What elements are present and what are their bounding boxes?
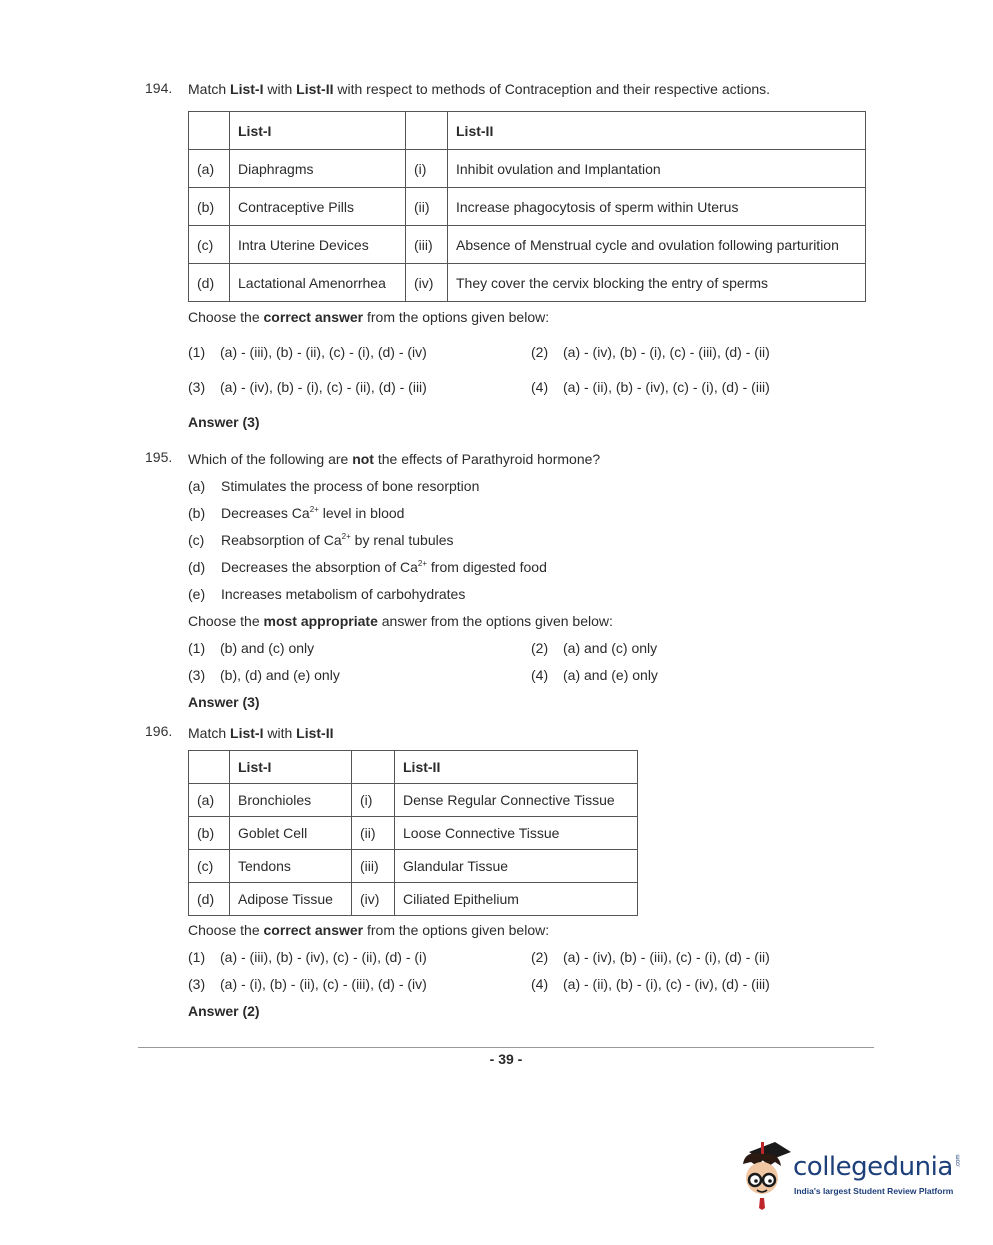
footer-divider [138, 1047, 874, 1048]
statement-d: (d) Decreases the absorption of $Ca^{2+}$ from digested food [188, 559, 547, 575]
list-1-item: Tendons [230, 850, 352, 883]
list-1-item: Intra Uterine Devices [230, 226, 406, 264]
question-195-stem: Which of the following are not the effects of Parathyroid hormone? [188, 451, 601, 467]
list-2-header: List-II [395, 751, 638, 784]
question-196-answer: Answer (2) [188, 1003, 260, 1019]
list-1-item: Contraceptive Pills [230, 188, 406, 226]
list-2-item: Dense Regular Connective Tissue [395, 784, 638, 817]
option-2[interactable]: (2) (a) and (c) only [531, 640, 658, 656]
table-row [189, 883, 638, 916]
logo-domain: .com [955, 1154, 962, 1168]
row-letter: (a) [189, 784, 230, 817]
list-1-item: Diaphragms [230, 150, 406, 188]
list-2-item: Glandular Tissue [395, 850, 638, 883]
page-number: - 39 - [489, 1051, 523, 1067]
list-2-item: Absence of Menstrual cycle and ovulation following parturition [448, 226, 866, 264]
option-1[interactable]: (1) (b) and (c) only [188, 640, 315, 656]
option-3[interactable]: (3) (a) - (i), (b) - (ii), (c) - (iii), (d) - (iv) [188, 976, 427, 992]
list-2-item: Increase phagocytosis of sperm within Uterus [448, 188, 866, 226]
list-1-item: Goblet Cell [230, 817, 352, 850]
table-row [189, 784, 638, 817]
row-letter: (c) [189, 226, 230, 264]
row-letter: (d) [189, 264, 230, 302]
question-196-stem: Match List-I with List-II [188, 725, 334, 741]
list-2-item: They cover the cervix blocking the entry of sperms [448, 264, 866, 302]
statement-c: (c) Reabsorption of $Ca^{2+}$ by renal tubules [188, 532, 454, 548]
question-196-number: 196. [145, 723, 173, 739]
row-roman: (ii) [352, 817, 395, 850]
question-195-number: 195. [145, 449, 173, 465]
option-3[interactable]: (3) (a) - (iv), (b) - (i), (c) - (ii), (d) - (iii) [188, 379, 427, 395]
option-4[interactable]: (4) (a) and (e) only [531, 667, 658, 683]
row-roman: (i) [352, 784, 395, 817]
list-2-header: List-II [448, 112, 866, 150]
list-2-item: Loose Connective Tissue [395, 817, 638, 850]
row-roman: (iii) [406, 226, 448, 264]
table-row [189, 150, 866, 188]
question-194-answer: Answer (3) [188, 414, 260, 430]
row-letter: (c) [189, 850, 230, 883]
table-row [189, 226, 866, 264]
student-mascot-icon [735, 1138, 793, 1210]
option-1[interactable]: (1) (a) - (iii), (b) - (ii), (c) - (i), (d) - (iv) [188, 344, 427, 360]
table-row [189, 850, 638, 883]
question-195-answer: Answer (3) [188, 694, 260, 710]
list-1-header: List-I [230, 751, 352, 784]
question-196-instruction: Choose the correct answer from the options given below: [188, 922, 550, 938]
statement-b: (b) Decreases $Ca^{2+}$ level in blood [188, 505, 405, 521]
option-4[interactable]: (4) (a) - (ii), (b) - (iv), (c) - (i), (d) - (iii) [531, 379, 770, 395]
row-letter: (b) [189, 817, 230, 850]
option-1[interactable]: (1) (a) - (iii), (b) - (iv), (c) - (ii), (d) - (i) [188, 949, 427, 965]
logo-wordmark: collegedunia [793, 1152, 953, 1182]
question-195-instruction: Choose the most appropriate answer from the options given below: [188, 613, 613, 629]
option-4[interactable]: (4) (a) - (ii), (b) - (i), (c) - (iv), (d) - (iii) [531, 976, 770, 992]
statement-e: (e) Increases metabolism of carbohydrates [188, 586, 466, 602]
option-2[interactable]: (2) (a) - (iv), (b) - (iii), (c) - (i), (d) - (ii) [531, 949, 770, 965]
list-1-item: Lactational Amenorrhea [230, 264, 406, 302]
table-row [189, 188, 866, 226]
question-194-instruction: Choose the correct answer from the options given below: [188, 309, 550, 325]
row-letter: (d) [189, 883, 230, 916]
list-1-header: List-I [230, 112, 406, 150]
row-letter: (a) [189, 150, 230, 188]
logo-tagline: India's largest Student Review Platform [794, 1186, 954, 1196]
option-3[interactable]: (3) (b), (d) and (e) only [188, 667, 340, 683]
row-roman: (ii) [406, 188, 448, 226]
row-roman: (iv) [406, 264, 448, 302]
row-roman: (iv) [352, 883, 395, 916]
question-194-stem: Match List-I with List-II with respect to methods of Contraception and their respective actions. [188, 81, 771, 97]
list-1-item: Adipose Tissue [230, 883, 352, 916]
statement-a: (a) Stimulates the process of bone resorption [188, 478, 480, 494]
question-194-match-table [188, 111, 866, 302]
row-letter: (b) [189, 188, 230, 226]
question-196-match-table [188, 750, 638, 916]
row-roman: (i) [406, 150, 448, 188]
table-row [189, 817, 638, 850]
list-2-item: Inhibit ovulation and Implantation [448, 150, 866, 188]
table-row [189, 264, 866, 302]
question-194-number: 194. [145, 80, 173, 96]
collegedunia-logo[interactable] [735, 1138, 965, 1210]
row-roman: (iii) [352, 850, 395, 883]
table-header-row [189, 112, 866, 150]
table-header-row [189, 751, 638, 784]
option-2[interactable]: (2) (a) - (iv), (b) - (i), (c) - (iii), (d) - (ii) [531, 344, 770, 360]
list-2-item: Ciliated Epithelium [395, 883, 638, 916]
list-1-item: Bronchioles [230, 784, 352, 817]
